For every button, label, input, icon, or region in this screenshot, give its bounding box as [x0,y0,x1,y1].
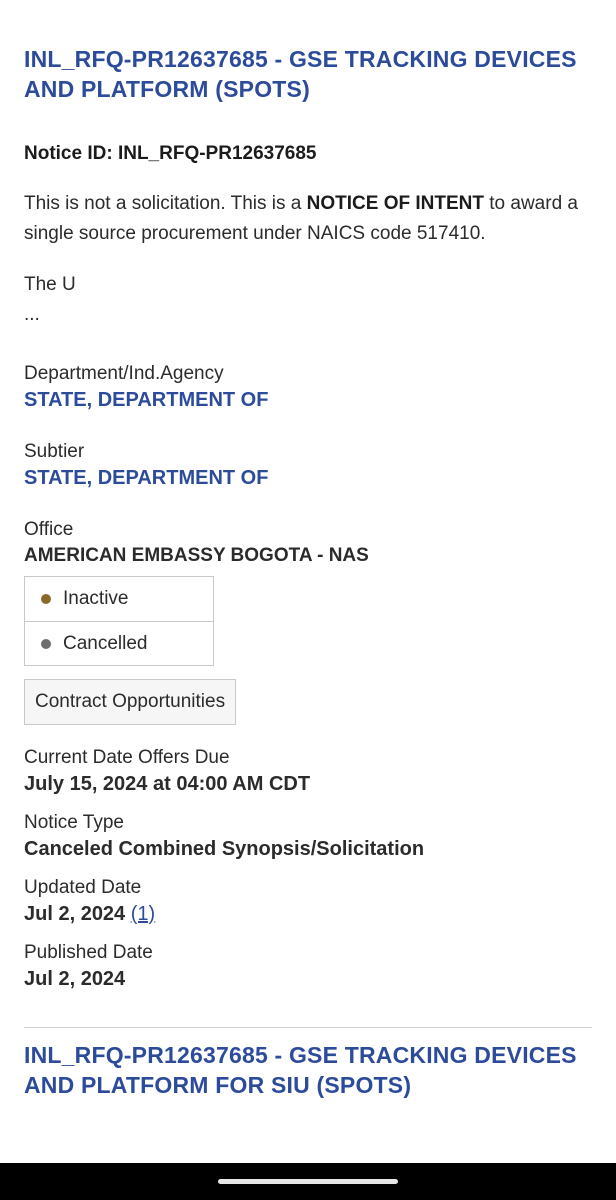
published-date-field [24,940,592,992]
subtier-link[interactable]: STATE, DEPARTMENT OF [24,467,269,489]
status-label: Inactive [63,588,129,609]
category-chip: Contract Opportunities [24,679,236,725]
offers-due-value: July 15, 2024 at 04:00 AM CDT [24,773,311,795]
offers-due-field [24,745,592,797]
system-navigation-bar [0,1163,616,1200]
description-text: This is not a solicitation. This is a [24,193,307,214]
description-emphasis: NOTICE OF INTENT [306,193,484,214]
status-label: Cancelled [63,632,148,654]
revision-count-link[interactable]: (1) [130,903,156,925]
updated-date-label: Updated Date [24,877,142,898]
published-date-value: Jul 2, 2024 [24,968,126,990]
listing-title-link[interactable]: INL_RFQ-PR12637685 - GSE TRACKING DEVICES AND PLATFORM FOR SIU (SPOTS) [24,1042,577,1098]
office-field [24,517,592,569]
subtier-label: Subtier [24,441,85,462]
cancelled-dot-icon [41,639,51,649]
updated-date-value: Jul 2, 2024 [24,903,126,925]
department-field [24,361,592,413]
listing-dates [24,745,592,992]
truncated-text [24,270,592,330]
notice-type-field [24,810,592,862]
ellipsis: ... [24,304,40,325]
status-badges [24,576,214,666]
department-link[interactable]: STATE, DEPARTMENT OF [24,389,269,411]
notice-type-value: Canceled Combined Synopsis/Solicitation [24,838,425,860]
office-value: AMERICAN EMBASSY BOGOTA - NAS [24,545,369,566]
truncated-line: The U [24,274,76,295]
published-date-label: Published Date [24,942,153,963]
updated-date-row [24,901,592,927]
department-label: Department/Ind.Agency [24,363,224,384]
home-indicator[interactable] [218,1179,398,1184]
office-label: Office [24,519,74,540]
description-text-end: to award a single source procurement under NAICS code 517410. [24,193,578,244]
inactive-dot-icon [41,594,51,604]
notice-type-label: Notice Type [24,812,124,833]
offers-due-label: Current Date Offers Due [24,747,230,768]
listing-description [24,189,592,249]
listing-card [24,0,592,992]
listing-card [24,1028,592,1100]
updated-date-field [24,875,592,927]
notice-id: Notice ID: INL_RFQ-PR12637685 [24,143,317,164]
status-badge-inactive [25,577,213,621]
subtier-field [24,439,592,491]
listing-title-link[interactable]: INL_RFQ-PR12637685 - GSE TRACKING DEVICES AND PLATFORM (SPOTS) [24,46,577,102]
status-badge-cancelled [25,621,213,665]
